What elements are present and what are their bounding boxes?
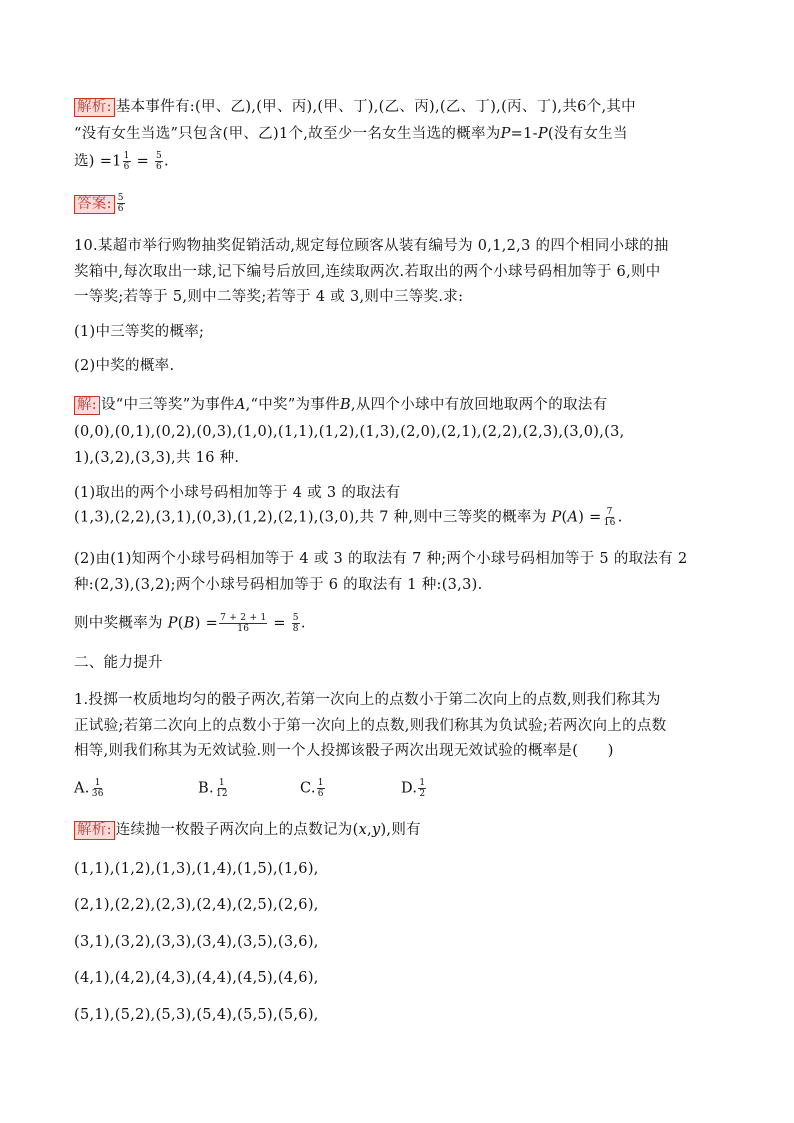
fraction: $\frac{5}{6}$ bbox=[156, 151, 163, 172]
math-var: P bbox=[537, 126, 548, 142]
q10-sub-1: (1)中三等奖的概率; bbox=[74, 324, 205, 340]
analysis-line-3 bbox=[74, 151, 169, 172]
math-text: =1- bbox=[510, 126, 538, 142]
q1-options bbox=[74, 778, 474, 804]
math-var: A bbox=[567, 509, 579, 526]
math-text: =1 bbox=[99, 153, 122, 170]
sol1-row-2: (2,1),(2,2),(2,3),(2,4),(2,5),(2,6), bbox=[74, 897, 319, 913]
sol10-part1-line-2: (1,3),(2,2),(3,1),(0,3),(1,2),(2,1),(3,0),共 7 种,则中三等奖的概率为 P(A) = $\frac{7}{16}$ . bbox=[74, 507, 623, 528]
fraction: $\frac{7}{16}$ bbox=[603, 507, 616, 528]
math-var: P bbox=[551, 509, 562, 526]
fraction: $\frac{5}{8}$ bbox=[292, 613, 299, 634]
analysis-tag: 解析: bbox=[74, 821, 115, 840]
answer-tag: 答案: bbox=[74, 195, 115, 214]
option-c: C. $\frac{1}{6}$ bbox=[300, 778, 324, 799]
analysis-text: (没有女生当 bbox=[547, 126, 628, 142]
answer-line bbox=[74, 193, 126, 214]
analysis-line-1 bbox=[74, 97, 636, 117]
option-d: D. $\frac{1}{2}$ bbox=[401, 778, 426, 799]
math-var: B bbox=[339, 397, 351, 413]
analysis-text: 选) bbox=[74, 153, 95, 170]
answer-fraction: $\frac{5}{6}$ bbox=[117, 193, 124, 214]
analysis-line-2 bbox=[74, 124, 628, 144]
sol10-part2-line-1: (2)由(1)知两个小球号码相加等于 4 或 3 的取法有 7 种;两个小球号码相加等于 5 的取法有 2 bbox=[74, 551, 688, 567]
q10-sub-2: (2)中奖的概率. bbox=[74, 358, 175, 374]
sol10-line-3: 1),(3,2),(3,3),共 16 种. bbox=[74, 450, 240, 466]
sol10-line-1: 解: 设“中三等奖”为事件A,“中奖”为事件B,从四个小球中有放回地取两个的取法有 bbox=[74, 395, 607, 415]
sol10-line-2: (0,0),(0,1),(0,2),(0,3),(1,0),(1,1),(1,2),(1,3),(2,0),(2,1),(2,2),(2,3),(3,0),(3, bbox=[74, 424, 625, 440]
sol1-row-5: (5,1),(5,2),(5,3),(5,4),(5,5),(5,6), bbox=[74, 1007, 319, 1023]
math-var: A bbox=[234, 397, 246, 413]
math-var: y bbox=[371, 822, 381, 838]
q1-line-3: 相等,则我们称其为无效试验.则一个人投掷该骰子两次出现无效试验的概率是( ) bbox=[74, 743, 614, 759]
fraction: $\frac{7 + 2 + 1}{16}$ bbox=[220, 613, 267, 634]
analysis-text: 基本事件有:(甲、乙),(甲、丙),(甲、丁),(乙、丙),(乙、丁),(丙、丁),共6个,其中 bbox=[115, 99, 636, 115]
analysis-tag: 解析: bbox=[74, 98, 115, 117]
sol10-part2-line-2: 种:(2,3),(3,2);两个小球号码相加等于 6 的取法有 1 种:(3,3). bbox=[74, 577, 483, 593]
q10-line-3: 一等奖;若等于 5,则中二等奖;若等于 4 或 3,则中三等奖.求: bbox=[74, 289, 464, 305]
analysis-text: “没有女生当选”只包含(甲、乙)1个,故至少一名女生当选的概率为 bbox=[74, 126, 501, 142]
option-a: A. $\frac{1}{36}$ bbox=[74, 778, 104, 799]
section-heading: 二、能力提升 bbox=[74, 655, 163, 671]
math-var: P bbox=[167, 615, 178, 632]
sol1-row-1: (1,1),(1,2),(1,3),(1,4),(1,5),(1,6), bbox=[74, 861, 319, 877]
math-var: P bbox=[500, 126, 511, 142]
fraction: $\frac{1}{6}$ bbox=[123, 151, 130, 172]
sol1-intro: 解析: 连续抛一枚骰子两次向上的点数记为(x,y),则有 bbox=[74, 820, 421, 840]
q1-line-1: 1.投掷一枚质地均匀的骰子两次,若第一次向上的点数小于第二次向上的点数,则我们称其为 bbox=[74, 692, 661, 708]
math-var: B bbox=[183, 615, 195, 632]
punct: . bbox=[164, 153, 169, 170]
math-text: = bbox=[136, 153, 150, 170]
q1-line-2: 正试验;若第二次向上的点数小于第一次向上的点数,则我们称其为负试验;若两次向上的点数 bbox=[74, 718, 667, 734]
option-b: B. $\frac{1}{12}$ bbox=[198, 778, 228, 799]
q10-line-1: 10.某超市举行购物抽奖促销活动,规定每位顾客从装有编号为 0,1,2,3 的四个相同小球的抽 bbox=[74, 238, 669, 254]
solution-tag: 解: bbox=[74, 396, 100, 415]
sol10-part1-line-1: (1)取出的两个小球号码相加等于 4 或 3 的取法有 bbox=[74, 485, 401, 501]
sol1-row-3: (3,1),(3,2),(3,3),(3,4),(3,5),(3,6), bbox=[74, 934, 319, 950]
q10-line-2: 奖箱中,每次取出一球,记下编号后放回,连续取两次.若取出的两个小球号码相加等于 6,则中 bbox=[74, 264, 661, 280]
math-var: x bbox=[358, 822, 368, 838]
sol10-final-line: 则中奖概率为 P(B) = $\frac{7 + 2 + 1}{16}$ = $\frac{5}{8}$ . bbox=[74, 613, 306, 634]
sol1-row-4: (4,1),(4,2),(4,3),(4,4),(4,5),(4,6), bbox=[74, 970, 319, 986]
